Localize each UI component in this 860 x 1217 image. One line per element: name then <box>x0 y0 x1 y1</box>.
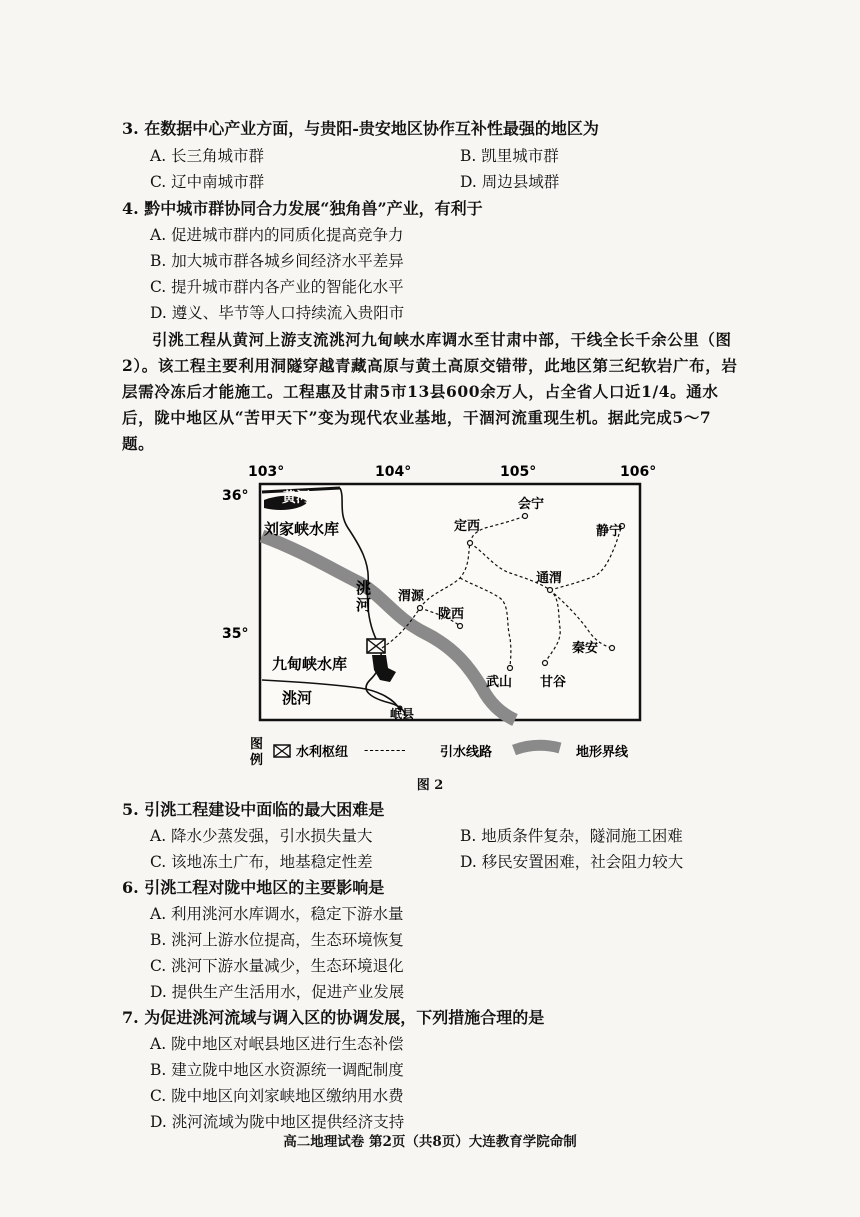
q4-option-d: D. 遵义、毕节等人口持续流入贵阳市 <box>150 304 405 322</box>
map-figure <box>220 458 670 770</box>
label-gangu: 甘谷 <box>540 675 567 690</box>
passage-line-5: 题。 <box>122 434 155 453</box>
q3-option-d: D. 周边县域群 <box>460 173 560 191</box>
q4-stem: 4. 黔中城市群协同合力发展“独角兽”产业，有利于 <box>122 199 483 218</box>
legend-hub-label: 水利枢纽 <box>296 745 349 760</box>
lon-label-106: 106° <box>620 464 657 480</box>
q3-option-a: A. 长三角城市群 <box>150 147 265 165</box>
figure-caption: 图 2 <box>416 778 444 793</box>
passage-line-4: 后，陇中地区从“苦甲天下”变为现代农业基地，干涸河流重现生机。据此完成5～7 <box>122 408 712 427</box>
q6-option-b: B. 洮河上游水位提高，生态环境恢复 <box>150 931 404 949</box>
q3-option-b: B. 凯里城市群 <box>460 147 559 165</box>
q5-option-d: D. 移民安置困难，社会阻力较大 <box>460 853 684 871</box>
legend-boundary-label: 地形界线 <box>576 745 629 760</box>
q6-stem: 6. 引洮工程对陇中地区的主要影响是 <box>122 878 385 897</box>
q3-stem: 3. 在数据中心产业方面，与贵阳-贵安地区协作互补性最强的地区为 <box>122 119 599 138</box>
label-liujiaxia: 刘家峡水库 <box>264 520 340 538</box>
q5-stem: 5. 引洮工程建设中面临的最大困难是 <box>122 800 385 819</box>
q4-option-b: B. 加大城市群各城乡间经济水平差异 <box>150 252 404 270</box>
q7-stem: 7. 为促进洮河流域与调入区的协调发展，下列措施合理的是 <box>122 1008 545 1027</box>
q5-option-c: C. 该地冻土广布，地基稳定性差 <box>150 853 373 871</box>
q7-option-c: C. 陇中地区向刘家峡地区缴纳用水费 <box>150 1087 404 1105</box>
label-taohe-south: 洮河 <box>282 689 313 707</box>
lon-label-103: 103° <box>248 464 285 480</box>
label-minxian: 岷县 <box>390 707 415 721</box>
page-footer: 高二地理试卷 第2页（共8页）大连教育学院命制 <box>283 1134 577 1150</box>
legend-boundary-sample <box>514 745 560 750</box>
q6-option-c: C. 洮河下游水量减少，生态环境退化 <box>150 957 404 975</box>
passage-line-3: 层需冷冻后才能施工。工程惠及甘肃5市13县600余万人，占全省人口近1/4。通水 <box>122 382 719 401</box>
q5-option-b: B. 地质条件复杂，隧洞施工困难 <box>460 827 683 845</box>
legend-title-2: 例 <box>250 753 264 768</box>
label-wushan: 武山 <box>486 675 513 690</box>
q6-option-d: D. 提供生产生活用水，促进产业发展 <box>150 983 405 1001</box>
passage-line-1: 引洮工程从黄河上游支流洮河九甸峡水库调水至甘肃中部，干线全长千余公里（图 <box>152 330 732 349</box>
label-jingning: 静宁 <box>596 524 623 539</box>
label-taohe-north-2: 河 <box>356 596 372 614</box>
label-huanghe: 黄河 <box>282 490 310 506</box>
label-huining: 会宁 <box>518 497 545 512</box>
q5-option-a: A. 降水少蒸发强，引水损失量大 <box>150 827 373 845</box>
label-qinan: 秦安 <box>572 641 599 656</box>
lon-label-105: 105° <box>500 464 537 480</box>
label-weiyuan: 渭源 <box>398 589 425 604</box>
legend-title-1: 图 <box>250 737 264 752</box>
label-longxi: 陇西 <box>438 607 465 622</box>
label-tongwei: 通渭 <box>536 571 563 586</box>
lon-label-104: 104° <box>375 464 412 480</box>
label-taohe-north: 洮 <box>356 579 372 597</box>
water-hub-icon <box>367 639 385 653</box>
q7-option-b: B. 建立陇中地区水资源统一调配制度 <box>150 1061 404 1079</box>
legend-hub-icon <box>274 745 290 757</box>
q3-option-c: C. 辽中南城市群 <box>150 173 265 191</box>
passage-line-2: 2）。该工程主要利用洞隧穿越青藏高原与黄土高原交错带，此地区第三纪软岩广布，岩 <box>122 356 738 375</box>
q6-option-a: A. 利用洮河水库调水，稳定下游水量 <box>150 905 404 923</box>
q4-option-a: A. 促进城市群内的同质化提高竞争力 <box>150 226 404 244</box>
q7-option-a: A. 陇中地区对岷县地区进行生态补偿 <box>150 1035 404 1053</box>
legend-line-label: 引水线路 <box>440 745 493 760</box>
label-dingxi: 定西 <box>454 519 481 534</box>
lat-label-35: 35° <box>222 626 249 642</box>
lat-label-36: 36° <box>222 488 249 504</box>
legend-line-sample: -------- <box>364 743 407 757</box>
q4-option-c: C. 提升城市群内各产业的智能化水平 <box>150 278 404 296</box>
label-jiudianxia: 九甸峡水库 <box>272 655 348 673</box>
q7-option-d: D. 洮河流域为陇中地区提供经济支持 <box>150 1113 405 1131</box>
